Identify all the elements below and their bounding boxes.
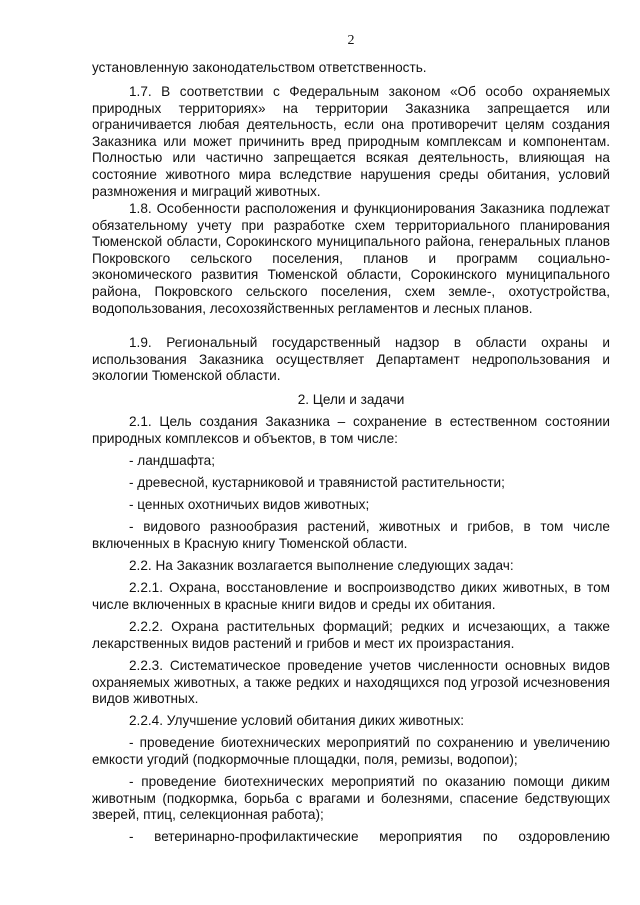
- list-item-capacity: - проведение биотехнических мероприятий по сохранению и увеличению емкости угодий (подкормочные площадки, поля, ремизы, водопои);: [92, 735, 610, 767]
- paragraph-1-9: 1.9. Региональный государственный надзор в области охраны и использования Заказника осуществляет Департамент недропользования и экологии Тюменской области.: [92, 335, 610, 384]
- paragraph-1-7: 1.7. В соответствии с Федеральным законом «Об особо охраняемых природных территориях» на территории Заказника запрещается или ограничивается любая деятельность, если она противоречит целям создания Заказника или может причинить вред природным комплексам и компонентам. Полностью или частично запрещается всякая деятельность, влияющая на состояние животного мира вследствие нарушения среды обитания, условий размножения и миграций животных.: [92, 84, 610, 199]
- paragraph-2-2-1: 2.2.1. Охрана, восстановление и воспроизводство диких животных, в том числе включенных в красные книги видов и среды их обитания.: [92, 580, 610, 612]
- section-heading-2: 2. Цели и задачи: [297, 392, 405, 407]
- page-number: 2: [347, 33, 355, 48]
- paragraph-2-2-4: 2.2.4. Улучшение условий обитания диких животных:: [129, 713, 465, 728]
- paragraph-1-8: 1.8. Особенности расположения и функционирования Заказника подлежат обязательному учету при разработке схем территориального планирования Тюменской области, Сорокинского муниципального района, генеральных планов Покровского сельского поселения, планов и программ социально-экономического развития Тюменской области, Сорокинского муниципального района, Покровского сельского поселения, схем земле-, охотустройства, водопользования, лесохозяйственных регламентов и лесных планов.: [92, 201, 610, 316]
- paragraph-2-1: 2.1. Цель создания Заказника – сохранение в естественном состоянии природных комплексов и объектов, в том числе:: [92, 414, 610, 446]
- paragraph-2-2: 2.2. На Заказник возлагается выполнение следующих задач:: [129, 558, 514, 573]
- list-item-game-species: - ценных охотничьих видов животных;: [129, 497, 370, 512]
- list-item-veterinary: - ветеринарно-профилактические мероприятия по оздоровлению: [129, 829, 610, 844]
- list-item-landscape: - ландшафта;: [129, 453, 215, 468]
- paragraph-2-2-2: 2.2.2. Охрана растительных формаций; редких и исчезающих, а также лекарственных видов растений и грибов и мест их произрастания.: [92, 619, 610, 651]
- list-item-vegetation: - древесной, кустарниковой и травянистой растительности;: [129, 475, 505, 490]
- paragraph-2-2-3: 2.2.3. Систематическое проведение учетов численности основных видов охраняемых животных, а также редких и находящихся под угрозой исчезновения видов животных.: [92, 658, 610, 707]
- paragraph-intro-tail: установленную законодательством ответственность.: [92, 60, 427, 75]
- list-item-assistance: - проведение биотехнических мероприятий по оказанию помощи диким животным (подкормка, борьба с врагами и болезнями, спасение бедствующих зверей, птиц, селекционная работа);: [92, 774, 610, 823]
- list-item-species-diversity: - видового разнообразия растений, животных и грибов, в том числе включенных в Красную книгу Тюменской области.: [92, 519, 610, 551]
